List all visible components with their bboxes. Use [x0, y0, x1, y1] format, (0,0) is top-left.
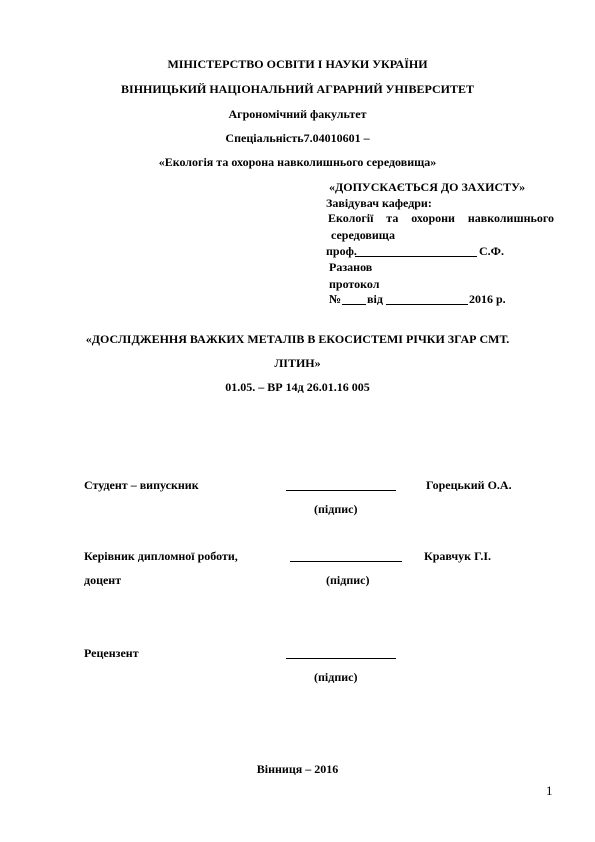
- professor-signature-line: [355, 256, 477, 257]
- student-signature-caption: (підпис): [314, 502, 358, 516]
- professor-label: проф.: [326, 244, 357, 258]
- protocol-number-line: [342, 304, 366, 305]
- thesis-code: 01.05. – ВР 14д 26.01.16 005: [225, 380, 370, 394]
- ministry-title: МІНІСТЕРСТВО ОСВІТИ І НАУКИ УКРАЇНИ: [167, 57, 428, 71]
- from-label: від: [367, 292, 383, 306]
- student-label: Студент – випускник: [84, 478, 199, 492]
- specialty-code: Спеціальність7.04010601 –: [225, 131, 370, 145]
- department-name-line2: середовища: [331, 228, 395, 242]
- university-title: ВІННИЦЬКИЙ НАЦІОНАЛЬНИЙ АГРАРНИЙ УНІВЕРСИТЕТ: [121, 82, 474, 96]
- city-year: Вінниця – 2016: [256, 762, 339, 776]
- thesis-title-line2: ЛІТИН»: [274, 356, 321, 370]
- faculty-name: Агрономічний факультет: [228, 107, 367, 121]
- head-of-department-label: Завідувач кафедри:: [326, 196, 432, 210]
- supervisor-name: Кравчук Г.І.: [424, 549, 492, 563]
- reviewer-signature-caption: (підпис): [314, 670, 358, 684]
- reviewer-label: Рецензент: [84, 646, 139, 660]
- professor-surname: Разанов: [329, 260, 373, 274]
- specialty-name: «Екологія та охорона навколишнього середовища»: [158, 155, 437, 169]
- thesis-title-line1: «ДОСЛІДЖЕННЯ ВАЖКИХ МЕТАЛІВ В ЕКОСИСТЕМІ РІЧКИ ЗГАР СМТ.: [85, 332, 510, 346]
- reviewer-signature-line: [286, 658, 396, 659]
- approval-title: «ДОПУСКАЄТЬСЯ ДО ЗАХИСТУ»: [329, 180, 526, 194]
- supervisor-signature-line: [290, 561, 402, 562]
- supervisor-rank: доцент: [84, 573, 122, 587]
- protocol-label: протокол: [329, 277, 380, 291]
- student-name: Горецький О.А.: [426, 478, 512, 492]
- department-name-line1: Екології та охорони навколишнього: [328, 211, 554, 225]
- professor-initials: С.Ф.: [479, 244, 504, 258]
- protocol-year: 2016 р.: [469, 292, 506, 306]
- protocol-date-line: [386, 304, 468, 305]
- page-number: 1: [546, 783, 553, 798]
- student-signature-line: [286, 490, 396, 491]
- supervisor-label: Керівник дипломної роботи,: [84, 549, 238, 563]
- supervisor-signature-caption: (підпис): [326, 573, 370, 587]
- number-sign: №: [329, 292, 342, 306]
